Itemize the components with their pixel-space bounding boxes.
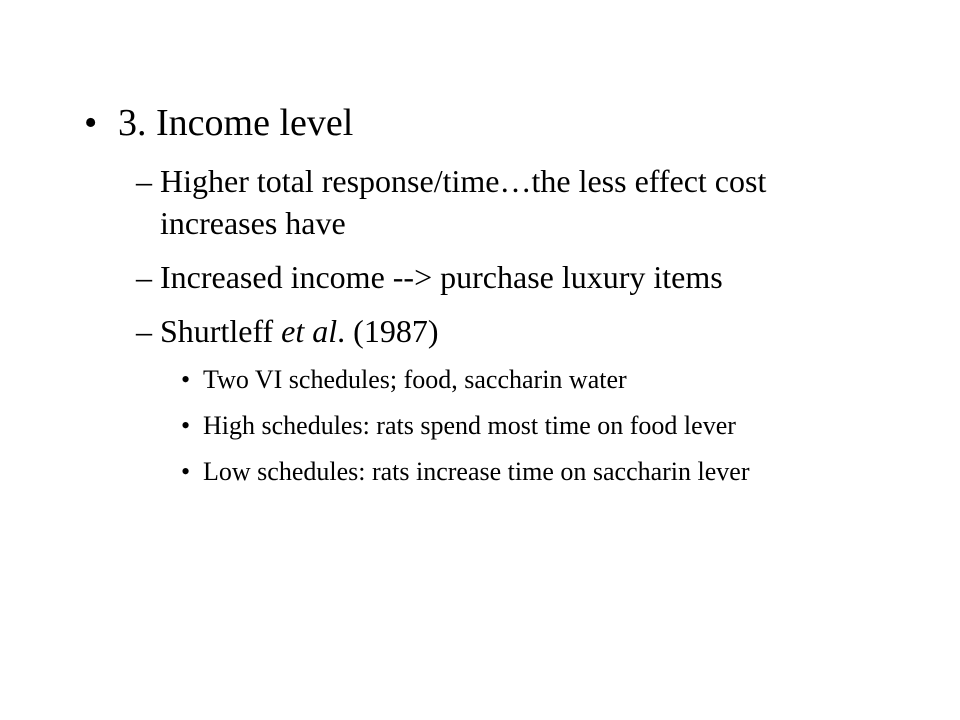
dash-marker: – — [136, 259, 152, 295]
sub-sub-bullet-low-schedules — [181, 456, 750, 488]
bullet-marker: • — [181, 457, 191, 486]
bullet-heading-text: 3. Income level — [118, 102, 354, 144]
bullet-income-level — [84, 98, 353, 148]
citation-year: . (1987) — [337, 313, 439, 349]
sub-sub-bullet-text: High schedules: rats spend most time on food lever — [203, 411, 736, 440]
sub-bullet-text — [160, 310, 820, 352]
bullet-marker: • — [84, 102, 98, 144]
bullet-marker: • — [181, 365, 191, 394]
sub-sub-bullet-high-schedules — [181, 410, 736, 442]
citation-author: Shurtleff — [160, 313, 282, 349]
sub-bullet-text: Higher total response/time…the less effect cost increases have — [160, 163, 767, 241]
sub-sub-bullet-text: Two VI schedules; food, saccharin water — [203, 365, 627, 394]
sub-bullet-increased-income — [136, 256, 820, 298]
sub-sub-bullet-vi-schedules — [181, 364, 627, 396]
citation-et-al: et al — [281, 313, 338, 349]
sub-bullet-text: Increased income --> purchase luxury items — [160, 259, 723, 295]
sub-sub-bullet-text: Low schedules: rats increase time on saccharin lever — [203, 457, 750, 486]
dash-marker: – — [136, 163, 152, 199]
bullet-marker: • — [181, 411, 191, 440]
sub-bullet-shurtleff-citation — [136, 310, 820, 352]
sub-bullet-higher-total-response — [136, 160, 820, 244]
dash-marker: – — [136, 313, 152, 349]
